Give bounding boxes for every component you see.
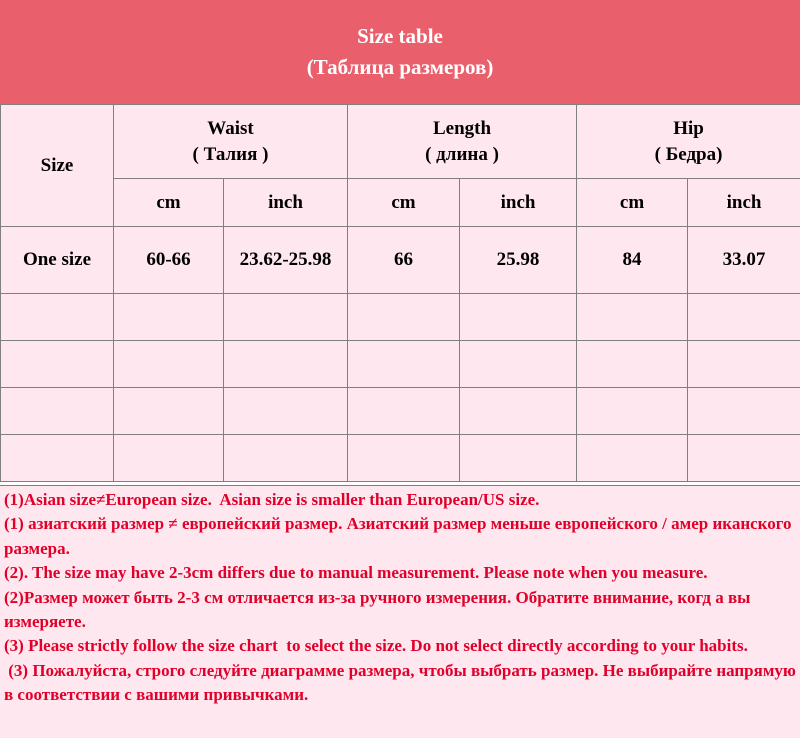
waist-header [114,105,348,179]
empty-cell [224,388,348,435]
unit-cell: inch [460,179,577,227]
empty-cell [114,388,224,435]
empty-cell [1,294,114,341]
length-cm-cell: 66 [348,227,460,294]
empty-cell [224,435,348,482]
note-1-en: (1)Asian size≠European size. Asian size is smaller than European/US size. [4,490,540,509]
table-row [1,227,800,294]
note-2-ru: (2)Размер может быть 2-3 см отличается из-за ручного измерения. Обратите внимание, когд а вы измеряете. [4,587,755,632]
title-banner [0,0,800,104]
waist-cm-cell: 60-66 [114,227,224,294]
waist-label: Waist [207,117,254,139]
empty-row [1,341,800,388]
empty-cell [688,341,800,388]
empty-row [1,435,800,482]
empty-cell [224,341,348,388]
empty-row [1,294,800,341]
empty-cell [460,294,577,341]
note-3-en: (3) Please strictly follow the size chart to select the size. Do not select directly according to your habits. [4,636,748,656]
unit-cell: cm [577,179,688,227]
empty-cell [1,341,114,388]
length-header [348,105,577,179]
empty-cell [114,435,224,482]
length-inch-cell: 25.98 [460,227,577,294]
empty-cell [1,388,114,435]
empty-cell [688,435,800,482]
unit-cell: inch [224,179,348,227]
size-notes [0,485,800,738]
waist-label-ru: ( Талия ) [192,143,269,165]
hip-inch-cell: 33.07 [688,227,800,294]
title-russian: (Таблица размеров) [306,54,494,79]
empty-cell [577,341,688,388]
empty-cell [114,341,224,388]
empty-cell [348,294,460,341]
empty-cell [460,341,577,388]
empty-cell [348,435,460,482]
note-1-ru: (1) азиатский размер ≠ европейский размер. Азиатский размер меньше европейского / амер иканского размера. [4,514,796,558]
empty-cell [1,435,114,482]
empty-cell [348,388,460,435]
waist-inch-cell: 23.62-25.98 [224,227,348,294]
length-label: Length [432,117,492,139]
size-table [0,104,800,482]
empty-cell [688,388,800,435]
hip-cm-cell: 84 [577,227,688,294]
note-2-en: (2). The size may have 2-3cm differs due to manual measurement. Please note when you measure. [4,563,708,583]
note-3-ru: (3) Пожалуйста, строго следуйте диаграмме размера, чтобы выбрать размер. Не выбирайте напрямую в соответствии с вашими привычками. [4,660,800,705]
empty-row [1,388,800,435]
unit-cell: cm [114,179,224,227]
empty-cell [460,435,577,482]
unit-row [1,179,800,227]
hip-label: Hip [673,117,704,139]
title-english: Size table [357,23,443,48]
empty-cell [348,341,460,388]
empty-cell [577,294,688,341]
empty-cell [114,294,224,341]
size-name-cell: One size [1,227,114,294]
hip-header [577,105,800,179]
empty-cell [577,388,688,435]
unit-cell: inch [688,179,800,227]
empty-cell [224,294,348,341]
size-column-header: Size [1,105,114,227]
empty-cell [460,388,577,435]
unit-cell: cm [348,179,460,227]
empty-cell [688,294,800,341]
length-label-ru: ( длина ) [425,143,499,165]
hip-label-ru: ( Бедра) [654,143,723,165]
empty-cell [577,435,688,482]
header-row [1,105,800,179]
